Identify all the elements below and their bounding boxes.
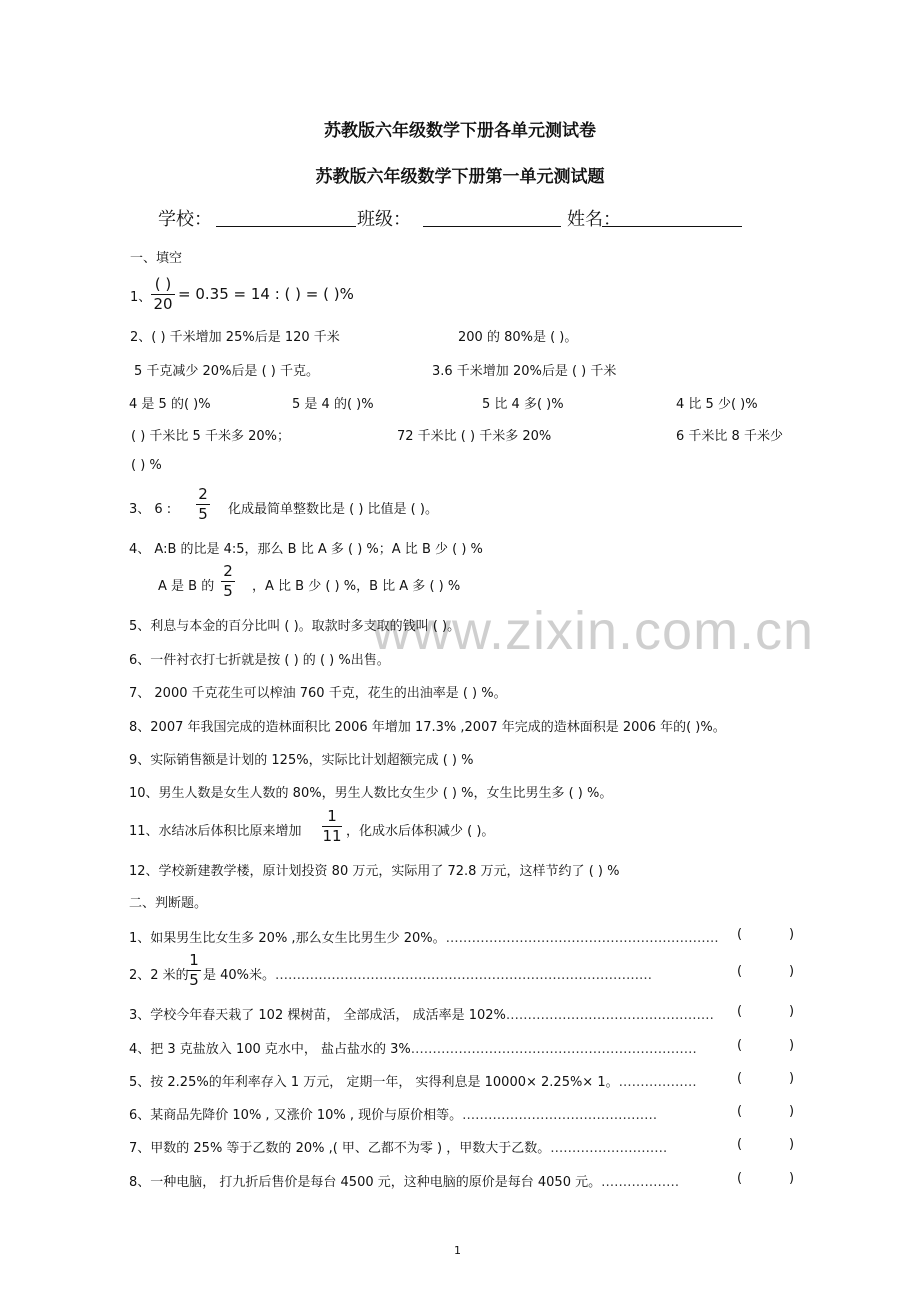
leader-dots: ……………………………………………………… [445,931,719,946]
school-label: 学校： [158,209,212,230]
judge-3-text: 3、学校今年春天栽了 102 棵树苗， 全部成活， 成活率是 102% [129,1008,506,1023]
q2-line3-d: 4 比 5 少( )% [676,397,758,412]
answer-paren-open: ( [737,1004,743,1019]
q2-line4-a: ( ) 千米比 5 千米多 20%； [131,429,290,444]
answer-paren-open: ( [737,1071,743,1086]
page-number: 1 [454,1244,461,1257]
q11-frac-denominator: 11 [322,827,342,845]
judge-item-2-rest [203,964,652,983]
answer-paren-close: ) [789,1071,795,1086]
q2-line5: ( ) % [131,458,162,473]
judge-2-frac-denominator: 5 [189,971,199,989]
answer-paren-close: ) [789,964,795,979]
q4-text-a: A 是 B 的 [158,579,215,594]
q4-text-b: ，A 比 B 少 ( ) %，B 比 A 多 ( ) % [252,579,461,594]
q2-line3-b: 5 是 4 的( )% [292,397,374,412]
q11-fraction [322,809,342,844]
q2-line1-a: 2、( ) 千米增加 25%后是 120 千米 [130,330,340,345]
answer-paren-close: ) [789,1038,795,1053]
q2-line3-a: 4 是 5 的( )% [129,397,211,412]
q11-text-a: 11、水结冰后体积比原来增加 [129,824,302,839]
q6: 6、一件衬衣打七折就是按 ( ) 的 ( ) %出售。 [129,653,390,668]
section2-heading: 二、判断题。 [129,896,208,911]
class-label: 班级： [357,209,411,230]
q2-line4-c: 6 千米比 8 千米少 [676,429,783,444]
judge-2-text-a: 2、2 米的 [129,968,189,983]
answer-paren-open: ( [737,1038,743,1053]
q1-equation [178,285,354,303]
school-blank[interactable] [216,226,356,227]
watermark: www.zixin.com.cn [372,601,815,661]
q1-part3: )% [333,285,354,303]
judge-2-frac-numerator: 1 [189,951,199,969]
judge-4-text: 4、把 3 克盐放入 100 克水中， 盐占盐水的 3% [129,1042,411,1057]
judge-item-3 [129,1004,714,1023]
judge-2-fraction [187,953,201,988]
section1-heading: 一、填空 [130,251,183,266]
judge-item-7 [129,1137,667,1156]
judge-item-1 [129,927,719,946]
q1-fraction [151,277,175,312]
judge-item-5 [129,1071,697,1090]
q5: 5、利息与本金的百分比叫 ( )。取款时多支取的钱叫 ( )。 [129,619,461,634]
leader-dots: ……………… [601,1175,680,1190]
page-subtitle: 苏教版六年级数学下册第一单元测试题 [315,167,605,187]
leader-dots: ……………… [618,1075,697,1090]
q3-frac-numerator: 2 [198,485,208,503]
q3-text-b: 化成最简单整数比是 ( ) 比值是 ( )。 [228,502,438,517]
q2-line2-a: 5 千克减少 20%后是 ( ) 千克。 [134,364,319,379]
leader-dots: ……………………………………… [462,1108,658,1123]
answer-paren-close: ) [789,1171,795,1186]
page-title: 苏教版六年级数学下册各单元测试卷 [324,121,596,141]
q2-line4-b: 72 千米比 ( ) 千米多 20% [397,429,552,444]
judge-6-text: 6、某商品先降价 10% , 又涨价 10% , 现价与原价相等。 [129,1108,463,1123]
q3-fraction [196,487,210,522]
answer-paren-close: ) [789,1104,795,1119]
answer-paren-close: ) [789,1004,795,1019]
q11-frac-numerator: 1 [327,807,337,825]
answer-paren-close: ) [789,927,795,942]
judge-7-text: 7、甲数的 25% 等于乙数的 20% ,( 甲、乙都不为零 ) ，甲数大于乙数。 [129,1141,551,1156]
q4-frac-numerator: 2 [223,562,233,580]
answer-paren-open: ( [737,1104,743,1119]
q1-frac-numerator: ( ) [154,275,172,293]
answer-paren-open: ( [737,1137,743,1152]
q11-text-b: ，化成水后体积减少 ( )。 [346,824,495,839]
q3-text-a: 3、 6 : [129,502,172,517]
q3-frac-denominator: 5 [198,505,208,523]
q1-number: 1、 [130,290,152,305]
leader-dots: …………………………………………………………………………… [275,968,653,983]
judge-2-text-b: 是 40%米。 [203,968,276,983]
q9: 9、实际销售额是计划的 125%，实际比计划超额完成 ( ) % [129,753,474,768]
answer-paren-open: ( [737,1171,743,1186]
answer-paren-close: ) [789,1137,795,1152]
judge-1-text: 1、如果男生比女生多 20% ,那么女生比男生少 20%。 [129,931,446,946]
answer-paren-open: ( [737,927,743,942]
q1-frac-denominator: 20 [153,295,173,313]
judge-item-4 [129,1038,697,1057]
q4-fraction [221,564,235,599]
q1-part1: = 0.35 = 14 : ( [178,285,291,303]
leader-dots: ……………………… [550,1141,668,1156]
leader-dots: ………………………………………… [505,1008,714,1023]
q4-line1: 4、 A:B 的比是 4:5，那么 B 比 A 多 ( ) %；A 比 B 少 ( ) % [129,542,483,557]
q2-line3-c: 5 比 4 多( )% [482,397,564,412]
q8: 8、2007 年我国完成的造林面积比 2006 年增加 17.3% ,2007 年完成的造林面积是 2006 年的( )%。 [129,720,726,735]
judge-item-6 [129,1104,657,1123]
judge-5-text: 5、按 2.25%的年利率存入 1 万元， 定期一年， 实得利息是 10000× 2.25%× 1。 [129,1075,619,1090]
name-blank[interactable] [602,226,742,227]
q4-frac-denominator: 5 [223,582,233,600]
q1-part2: ) = ( [295,285,329,303]
leader-dots: ………………………………………………………… [410,1042,697,1057]
q12: 12、学校新建教学楼，原计划投资 80 万元，实际用了 72.8 万元，这样节约了 ( ) % [129,864,620,879]
judge-8-text: 8、一种电脑， 打九折后售价是每台 4500 元，这种电脑的原价是每台 4050 元。 [129,1175,602,1190]
class-blank[interactable] [423,226,561,227]
q10: 10、男生人数是女生人数的 80%，男生人数比女生少 ( ) %，女生比男生多 ( ) %。 [129,786,613,801]
q7: 7、 2000 千克花生可以榨油 760 千克，花生的出油率是 ( ) %。 [129,686,507,701]
judge-item-8 [129,1171,679,1190]
answer-paren-open: ( [737,964,743,979]
name-label: 姓名： [567,209,621,230]
q2-line2-b: 3.6 千米增加 20%后是 ( ) 千米 [432,364,617,379]
q2-line1-b: 200 的 80%是 ( )。 [458,330,578,345]
